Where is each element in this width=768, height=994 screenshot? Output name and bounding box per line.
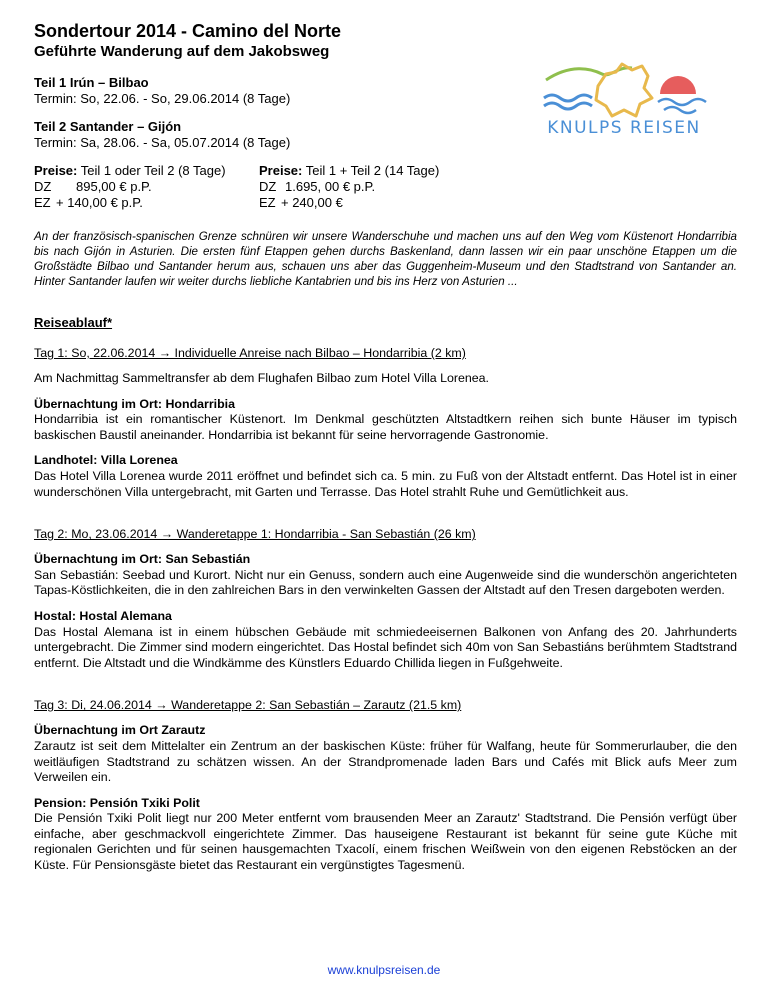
day-1-hotel-heading: Landhotel: Villa Lorenea xyxy=(34,453,178,468)
prices-right-dz-label: DZ xyxy=(259,179,277,194)
day-2-place xyxy=(34,552,737,599)
prices-right-ez-value: + 240,00 € xyxy=(281,195,343,210)
prices-right-desc: Teil 1 + Teil 2 (14 Tage) xyxy=(302,163,440,178)
day-3-place-text: Zarautz ist seit dem Mittelalter ein Zentrum an der baskischen Küste: früher für Walfang, heute für Sommerurlauber, die den weitläufigen Stadtstrand zu schätzen wissen. An der Strandpromenade laden Bars und Cafés mit Blick aufs Meer zum Verweilen ein. xyxy=(34,738,737,785)
prices-left-dz-value: 895,00 € p.P. xyxy=(76,179,152,194)
itinerary-title: Reiseablauf* xyxy=(34,315,113,330)
day-1-heading: Tag 1: So, 22.06.2014 → Individuelle Anreise nach Bilbao – Hondarribia (2 km) xyxy=(34,346,466,360)
day-2-place-heading: Übernachtung im Ort: San Sebastián xyxy=(34,552,251,567)
logo-text: KNULPS REISEN xyxy=(547,118,701,138)
part-2-title: Teil 2 Santander – Gijón xyxy=(34,119,182,134)
day-3-place-heading: Übernachtung im Ort Zarautz xyxy=(34,723,206,738)
day-2-hotel xyxy=(34,609,737,671)
prices-right xyxy=(259,163,484,211)
prices-left-dz-label: DZ xyxy=(34,179,52,194)
prices-right-ez-label: EZ xyxy=(259,195,276,210)
prices-right-label: Preise: xyxy=(259,163,303,178)
day-1-place xyxy=(34,397,737,444)
prices-left xyxy=(34,163,259,211)
day-1-hotel xyxy=(34,453,737,500)
part-1 xyxy=(34,75,737,107)
day-2-place-text: San Sebastián: Seebad und Kurort. Nicht nur ein Genuss, sondern auch eine Augenweide sind die wunderschön angerichteten Tapas-Köstlichkeiten, die in den zahlreichen Bars in den verwinkelten Gassen der Altstadt auf den Tresen dargeboten werden. xyxy=(34,567,737,598)
document-page xyxy=(34,20,737,884)
page-subtitle: Geführte Wanderung auf dem Jakobsweg xyxy=(34,43,330,60)
prices-right-dz-value: 1.695, 00 € p.P. xyxy=(285,179,376,194)
day-3-hotel-heading: Pension: Pensión Txiki Polit xyxy=(34,795,200,810)
prices-left-ez-label: EZ xyxy=(34,195,51,210)
page-title: Sondertour 2014 - Camino del Norte xyxy=(34,21,342,41)
prices-left-desc: Teil 1 oder Teil 2 (8 Tage) xyxy=(77,163,226,178)
day-2-hotel-heading: Hostal: Hostal Alemana xyxy=(34,608,172,623)
day-1-place-heading: Übernachtung im Ort: Hondarribia xyxy=(34,396,236,411)
part-1-title: Teil 1 Irún – Bilbao xyxy=(34,75,149,90)
day-2-hotel-text: Das Hostal Alemana ist in einem hübschen Gebäude mit schmiedeeisernen Balkonen von Anfang des 20. Jahrhunderts untergebracht. Die Zimmer sind modern eingerichtet. Das Hostal befindet sich 40m von San Sebastiáns berühmtem Stadtstrand entfernt. Die Altstadt und die Windkämme des Künstlers Eduardo Chillida liegen in Fußgehweite. xyxy=(34,624,737,670)
prices-left-ez-value: + 140,00 € p.P. xyxy=(56,195,143,210)
prices-left-label: Preise: xyxy=(34,163,78,178)
day-3-hotel-text: Die Pensión Txiki Polit liegt nur 200 Meter entfernt vom brausenden Meer an Zarautz' Stadtstrand. Die Pensión verfügt über einfache, aber geschmackvoll eingerichtete Zimmer. Das hauseigene Restaurant ist bekannt für seine gute Küche mit regionalen Gerichten und für seinen hausgemachten Txacolí, einem frischen Weißwein von den eigenen Rebstöcken an der Küste. Für Pensionsgäste bietet das Restaurant ein vergünstigtes Tagesmenü. xyxy=(34,811,737,873)
day-3-heading: Tag 3: Di, 24.06.2014 → Wanderetappe 2: San Sebastián – Zarautz (21.5 km) xyxy=(34,698,462,713)
intro-paragraph: An der französisch-spanischen Grenze schnüren wir unsere Wanderschuhe und machen uns auf den Weg vom Küstenort Hondarribia bis nach Gijón in Asturien. Die ersten fünf Etappen gehen durchs Baskenland, dann lassen wir ein paar unschöne Etappen um die Großstädte Bilbao und Santander herum aus, schauen uns aber das Guggenheim-Museum und den Stadtstrand von Santander an. Hinter Santander laufen wir weiter durchs liebliche Kantabrien und bis ins Herz von Asturien ... xyxy=(34,230,737,288)
day-1-hotel-text: Das Hotel Villa Lorenea wurde 2011 eröffnet und befindet sich ca. 5 min. zu Fuß von der Altstadt entfernt. Das Hotel ist in einer wunderschönen Villa untergebracht, mit Garten und Terrasse. Das Hotel strahlt Ruhe und Gemütlichkeit aus. xyxy=(34,468,737,499)
day-3-place xyxy=(34,723,737,785)
day-1-place-text: Hondarribia ist ein romantischer Küstenort. Im Denkmal geschützten Altstadtkern reihen sich bunte Häuser im typisch baskischen Baustil aneinander. Hondarribia ist bekannt für seine hervorragende Gastronomie. xyxy=(34,412,737,442)
part-1-dates: Termin: So, 22.06. - So, 29.06.2014 (8 Tage) xyxy=(34,91,291,106)
day-1-intro: Am Nachmittag Sammeltransfer ab dem Flughafen Bilbao zum Hotel Villa Lorenea. xyxy=(34,371,490,385)
footer-url[interactable]: www.knulpsreisen.de xyxy=(327,963,441,977)
part-2-dates: Termin: Sa, 28.06. - Sa, 05.07.2014 (8 Tage) xyxy=(34,135,291,150)
day-2-heading: Tag 2: Mo, 23.06.2014 → Wanderetappe 1: Hondarribia - San Sebastián (26 km) xyxy=(34,527,476,542)
day-3-hotel xyxy=(34,796,737,874)
part-2 xyxy=(34,119,737,151)
prices-block xyxy=(34,163,737,211)
